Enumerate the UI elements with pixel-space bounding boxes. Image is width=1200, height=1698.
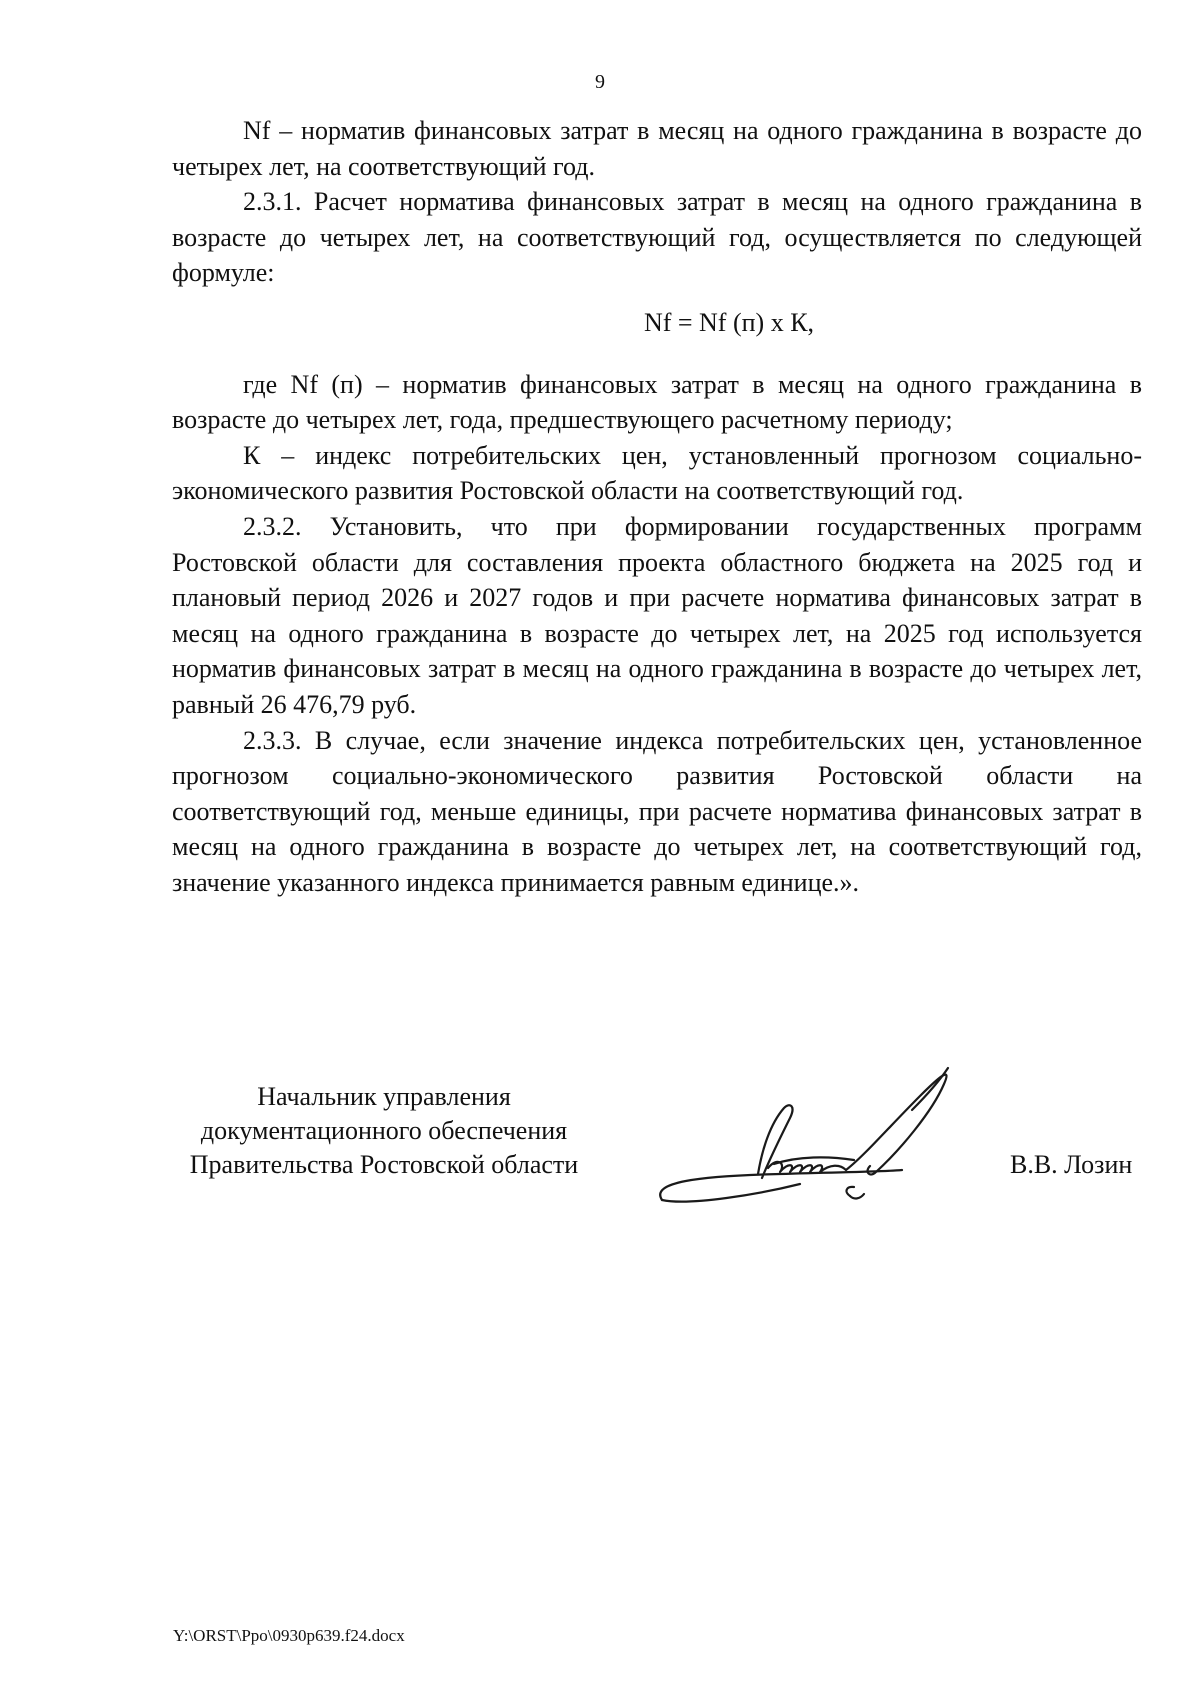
paragraph-2-3-3: 2.3.3. В случае, если значение индекса потребительских цен, установленное прогнозом социально-экономического развития Ростовской области на соответствующий год, меньше единицы, при расчете норматива финансовых затрат в месяц на одного гражданина в возрасте до четырех лет, на соответствующий год, значение указанного индекса принимается равным единице.». (172, 725, 1142, 897)
handwritten-signature (650, 1060, 990, 1210)
paragraph-k-definition: К – индекс потребительских цен, установленный прогнозом социально-экономического развития Ростовской области на соответствующий год. (172, 440, 1142, 506)
document-body (172, 113, 1142, 900)
signatory-title-line: документационного обеспечения (200, 1116, 568, 1145)
paragraph-2-3-1: 2.3.1. Расчет норматива финансовых затрат в месяц на одного гражданина в возрасте до четырех лет, на соответствующий год, осуществляется по следующей формуле: (172, 187, 1142, 288)
page-number: 9 (595, 71, 605, 93)
signatory-title (164, 1080, 604, 1182)
paragraph-2-3-2: 2.3.2. Установить, что при формировании государственных программ Ростовской области для составления проекта областного бюджета на 2025 год и плановый период 2026 и 2027 годов и при расчете норматива финансовых затрат в месяц на одного гражданина в возрасте до четырех лет, на 2025 год используется норматив финансовых затрат в месяц на одного гражданина в возрасте до четырех лет, равный 26 476,79 руб. (172, 511, 1142, 719)
signatory-title-line: Правительства Ростовской области (189, 1150, 579, 1179)
paragraph-nf-definition: Nf – норматив финансовых затрат в месяц на одного гражданина в возрасте до четырех лет, на соответствующий год. (172, 116, 1142, 181)
paragraph-nfp-definition: где Nf (п) – норматив финансовых затрат в месяц на одного гражданина в возрасте до четырех лет, года, предшествующего расчетному периоду; (172, 369, 1142, 435)
formula: Nf = Nf (п) x К, (643, 307, 815, 337)
signatory-title-line: Начальник управления (257, 1082, 511, 1111)
signatory-name: В.В. Лозин (1010, 1150, 1133, 1179)
file-path: Y:\ORST\Ppo\0930p639.f24.docx (173, 1626, 405, 1645)
